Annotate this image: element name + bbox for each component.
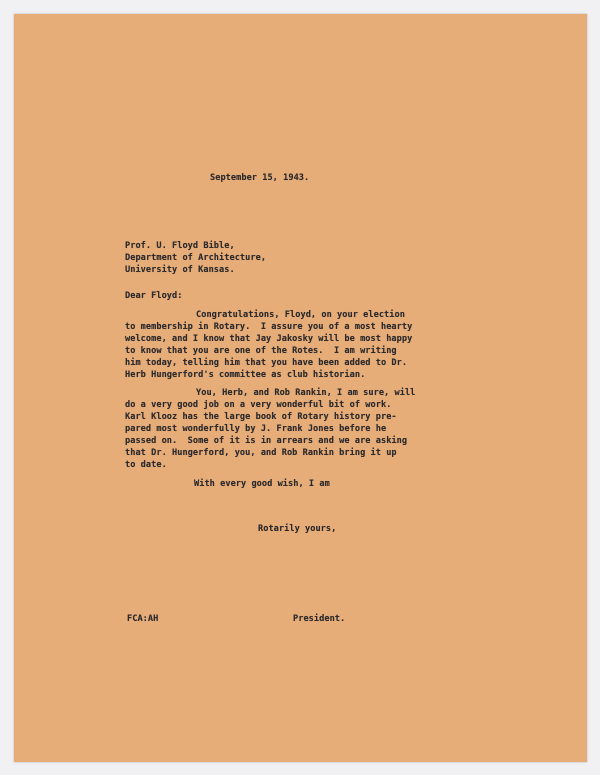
- valediction: Rotarily yours,: [258, 524, 337, 534]
- paragraph-line: welcome, and I know that Jay Jakosky will be most happy: [125, 334, 413, 344]
- typist-initials: FCA:AH: [127, 614, 159, 624]
- paragraph-line: Herb Hungerford's committee as club historian.: [125, 370, 366, 380]
- paragraph-line: passed on. Some of it is in arrears and we are asking: [125, 436, 408, 446]
- paragraph-line: to date.: [125, 460, 167, 470]
- letter-date: September 15, 1943.: [210, 173, 310, 183]
- paragraph-line: pared most wonderfully by J. Frank Jones before he: [125, 424, 387, 434]
- closing-wish: With every good wish, I am: [194, 479, 330, 489]
- paragraph-line: him today, telling him that you have been added to Dr.: [125, 358, 408, 368]
- paragraph-line: do a very good job on a very wonderful bit of work.: [125, 400, 392, 410]
- recipient-line: University of Kansas.: [125, 265, 235, 275]
- paragraph-line: to know that you are one of the Rotes. I am writing: [125, 346, 397, 356]
- paragraph-line: to membership in Rotary. I assure you of a most hearty: [125, 322, 413, 332]
- letter-page: [14, 14, 587, 762]
- signature-title: President.: [293, 614, 346, 624]
- paragraph-line: You, Herb, and Rob Rankin, I am sure, will: [196, 388, 416, 398]
- recipient-line: Department of Architecture,: [125, 253, 267, 263]
- paragraph-line: that Dr. Hungerford, you, and Rob Rankin bring it up: [125, 448, 397, 458]
- paragraph-line: Karl Klooz has the large book of Rotary history pre-: [125, 412, 397, 422]
- salutation: Dear Floyd:: [125, 291, 183, 301]
- paragraph-line: Congratulations, Floyd, on your election: [196, 310, 405, 320]
- recipient-line: Prof. U. Floyd Bible,: [125, 241, 235, 251]
